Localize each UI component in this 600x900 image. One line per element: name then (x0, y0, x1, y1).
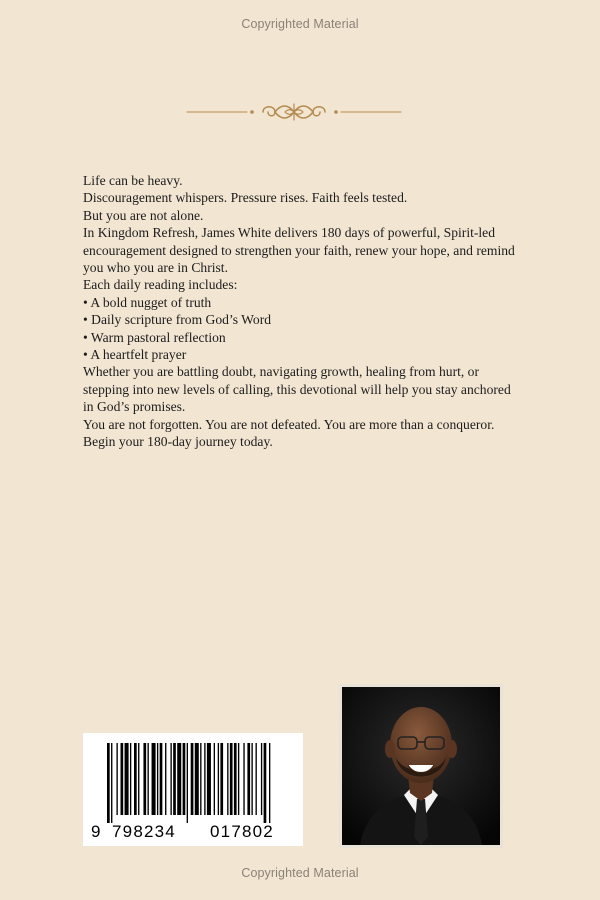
back-cover-blurb (83, 172, 523, 451)
blurb-bullet: • A heartfelt prayer (83, 347, 187, 363)
blurb-line: Life can be heavy. (83, 173, 183, 188)
blurb-line: Whether you are battling doubt, navigating growth, healing from hurt, or stepping into new levels of calling, this devotional will help you stay anchored in God’s promises. (83, 364, 511, 415)
blurb-line: Begin your 180-day journey today. (83, 434, 273, 450)
author-portrait-photo (339, 684, 503, 848)
blurb-line: Discouragement whispers. Pressure rises. Faith feels tested. (83, 190, 408, 206)
barcode-digits-left: 798234 (112, 822, 176, 841)
barcode-digit-lead: 9 (91, 822, 101, 841)
barcode-bars (107, 743, 270, 823)
blurb-line: In Kingdom Refresh, James White delivers 180 days of powerful, Spirit-led encouragement designed to strengthen your faith, renew your hope, and remind you who you are in Christ. (83, 225, 515, 276)
copyright-watermark-top: Copyrighted Material (241, 17, 359, 31)
barcode-digits-right: 017802 (210, 822, 274, 841)
copyright-watermark-bottom: Copyrighted Material (241, 866, 359, 880)
isbn-barcode (83, 733, 303, 846)
blurb-line: Each daily reading includes: (83, 277, 238, 293)
scroll-flourish-divider-icon (185, 100, 403, 124)
blurb-line: But you are not alone. (83, 207, 204, 223)
blurb-bullet: • Warm pastoral reflection (83, 329, 226, 345)
blurb-line: You are not forgotten. You are not defeated. You are more than a conqueror. (83, 416, 495, 432)
blurb-bullet: • A bold nugget of truth (83, 294, 212, 310)
blurb-bullet: • Daily scripture from God’s Word (83, 312, 272, 328)
